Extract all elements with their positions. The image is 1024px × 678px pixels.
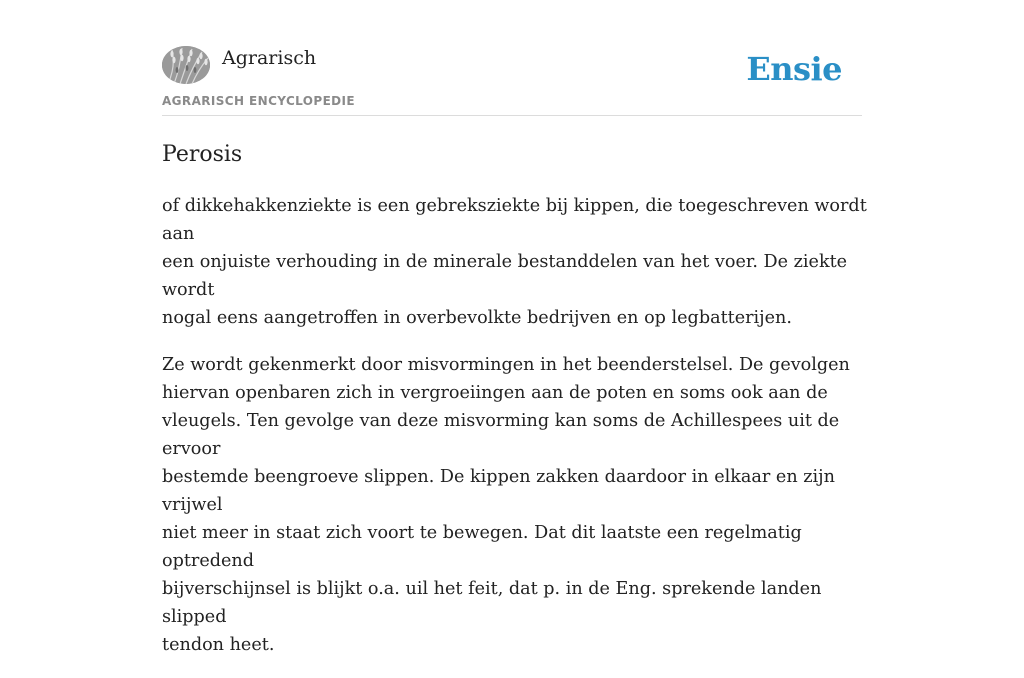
wheat-ears-icon <box>162 46 210 84</box>
article-title: Perosis <box>162 142 243 167</box>
article-paragraph: of dikkehakkenziekte is een gebreksziekte bij kippen, die toegeschreven wordt aan een onjuiste verhouding in de minerale bestanddelen van het voer. De ziekte wordt nogal eens aangetroffen in overbevolkte bedrijven en op legbatterijen. <box>162 196 867 328</box>
article-card <box>162 0 867 655</box>
source-header <box>162 0 862 116</box>
article-body <box>162 192 867 678</box>
ensie-logo-link[interactable]: Ensie <box>746 50 842 88</box>
source-name[interactable]: Agrarisch <box>222 47 317 69</box>
article-paragraph: Ze wordt gekenmerkt door misvormingen in het beenderstelsel. De gevolgen hiervan openbaren zich in vergroeiingen aan de poten en soms ook aan de vleugels. Ten gevolge van deze misvorming kan soms de Achillespees uit de ervoor bestemde beengroeve slippen. De kippen zakken daardoor in elkaar en zijn vrijwel niet meer in staat zich voort te bewegen. Dat dit laatste een regelmatig optredend bijverschijnsel is blijkt o.a. uil het feit, dat p. in de Eng. sprekende landen slipped tendon heet. <box>162 355 850 655</box>
source-logo[interactable] <box>162 46 210 84</box>
source-subtitle: AGRARISCH ENCYCLOPEDIE <box>162 94 355 108</box>
